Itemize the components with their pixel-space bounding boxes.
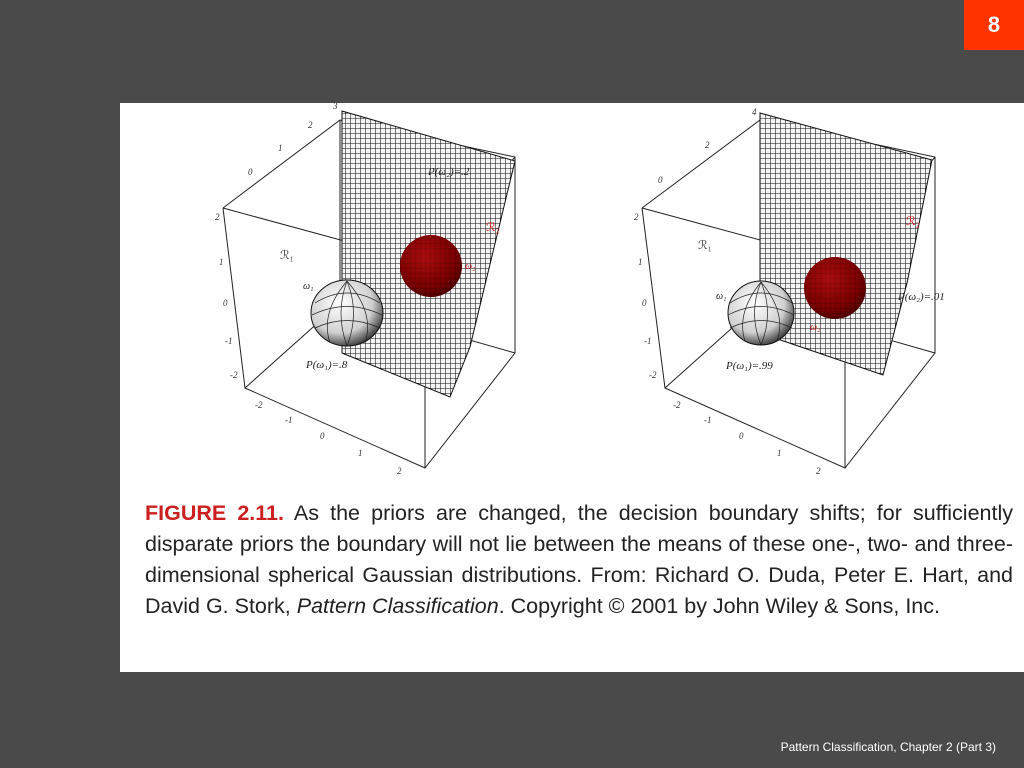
svg-text:0: 0 (223, 298, 228, 308)
right-region-2-label: ℛ₂ (906, 214, 920, 228)
figure-number: FIGURE 2.11. (145, 501, 284, 525)
svg-text:-1: -1 (704, 415, 712, 425)
right-region-1-label: ℛ₁ (698, 238, 712, 252)
svg-text:2: 2 (634, 212, 639, 222)
svg-text:-2: -2 (649, 370, 657, 380)
slide-number: 8 (987, 12, 1001, 37)
slide-footer: Pattern Classification, Chapter 2 (Part 3) (780, 740, 996, 754)
svg-text:0: 0 (248, 167, 253, 177)
right-prior-2-label: P(ω₂)=.01 (898, 291, 945, 303)
caption-text-part1: As the priors are changed, the decision boundary shifts; for sufficiently disparate priors the boundary will not lie between the means of these one-, two- and three-dimensional spherical Gaussian distributions. From: Richard O. Duda, Peter E. Hart, and David G. Stork, (145, 501, 1013, 618)
svg-text:1: 1 (638, 257, 643, 267)
svg-text:-2: -2 (230, 370, 238, 380)
svg-text:2: 2 (816, 466, 821, 476)
svg-text:0: 0 (642, 298, 647, 308)
svg-text:-1: -1 (644, 336, 652, 346)
svg-text:0: 0 (739, 431, 744, 441)
left-region-1-label: ℛ₁ (280, 248, 294, 262)
svg-text:-1: -1 (285, 415, 293, 425)
svg-text:3: 3 (333, 103, 338, 111)
svg-text:2: 2 (705, 140, 710, 150)
svg-text:-1: -1 (225, 336, 233, 346)
right-class-1-label: ω₁ (716, 291, 727, 302)
svg-text:-2: -2 (255, 400, 263, 410)
svg-text:1: 1 (358, 448, 363, 458)
svg-text:1: 1 (278, 143, 283, 153)
figure-caption (145, 498, 1013, 622)
svg-text:4: 4 (752, 107, 757, 117)
svg-text:2: 2 (215, 212, 220, 222)
figure-panel (120, 103, 1024, 672)
svg-text:1: 1 (777, 448, 782, 458)
svg-text:1: 1 (219, 257, 224, 267)
figure-illustration (120, 103, 1024, 498)
right-class-2-label: ω₂ (810, 322, 821, 333)
left-prior-2-label: P(ω₂)=.2 (428, 166, 470, 178)
left-sphere-class-1 (311, 280, 383, 346)
left-3d-plot (215, 103, 515, 476)
right-3d-plot (634, 107, 945, 476)
left-prior-1-label: P(ω₁)=.8 (306, 359, 348, 371)
caption-text-part2: . Copyright © 2001 by John Wiley & Sons, Inc. (498, 594, 940, 618)
left-class-1-label: ω₁ (303, 281, 314, 292)
svg-text:-2: -2 (673, 400, 681, 410)
svg-text:2: 2 (397, 466, 402, 476)
left-region-2-label: ℛ₂ (486, 220, 500, 234)
svg-text:0: 0 (658, 175, 663, 185)
right-decision-plane (760, 113, 932, 375)
slide-number-badge (964, 0, 1024, 50)
right-top-ticks (658, 107, 757, 185)
svg-text:0: 0 (320, 431, 325, 441)
book-title: Pattern Classification (296, 594, 499, 618)
right-bottom-ticks (673, 400, 821, 476)
right-prior-1-label: P(ω₁)=.99 (726, 360, 773, 372)
left-class-2-label: ω₂ (465, 261, 476, 272)
right-sphere-class-1 (728, 281, 794, 345)
svg-text:2: 2 (308, 120, 313, 130)
left-top-ticks (248, 103, 338, 177)
left-bottom-ticks (255, 400, 402, 476)
